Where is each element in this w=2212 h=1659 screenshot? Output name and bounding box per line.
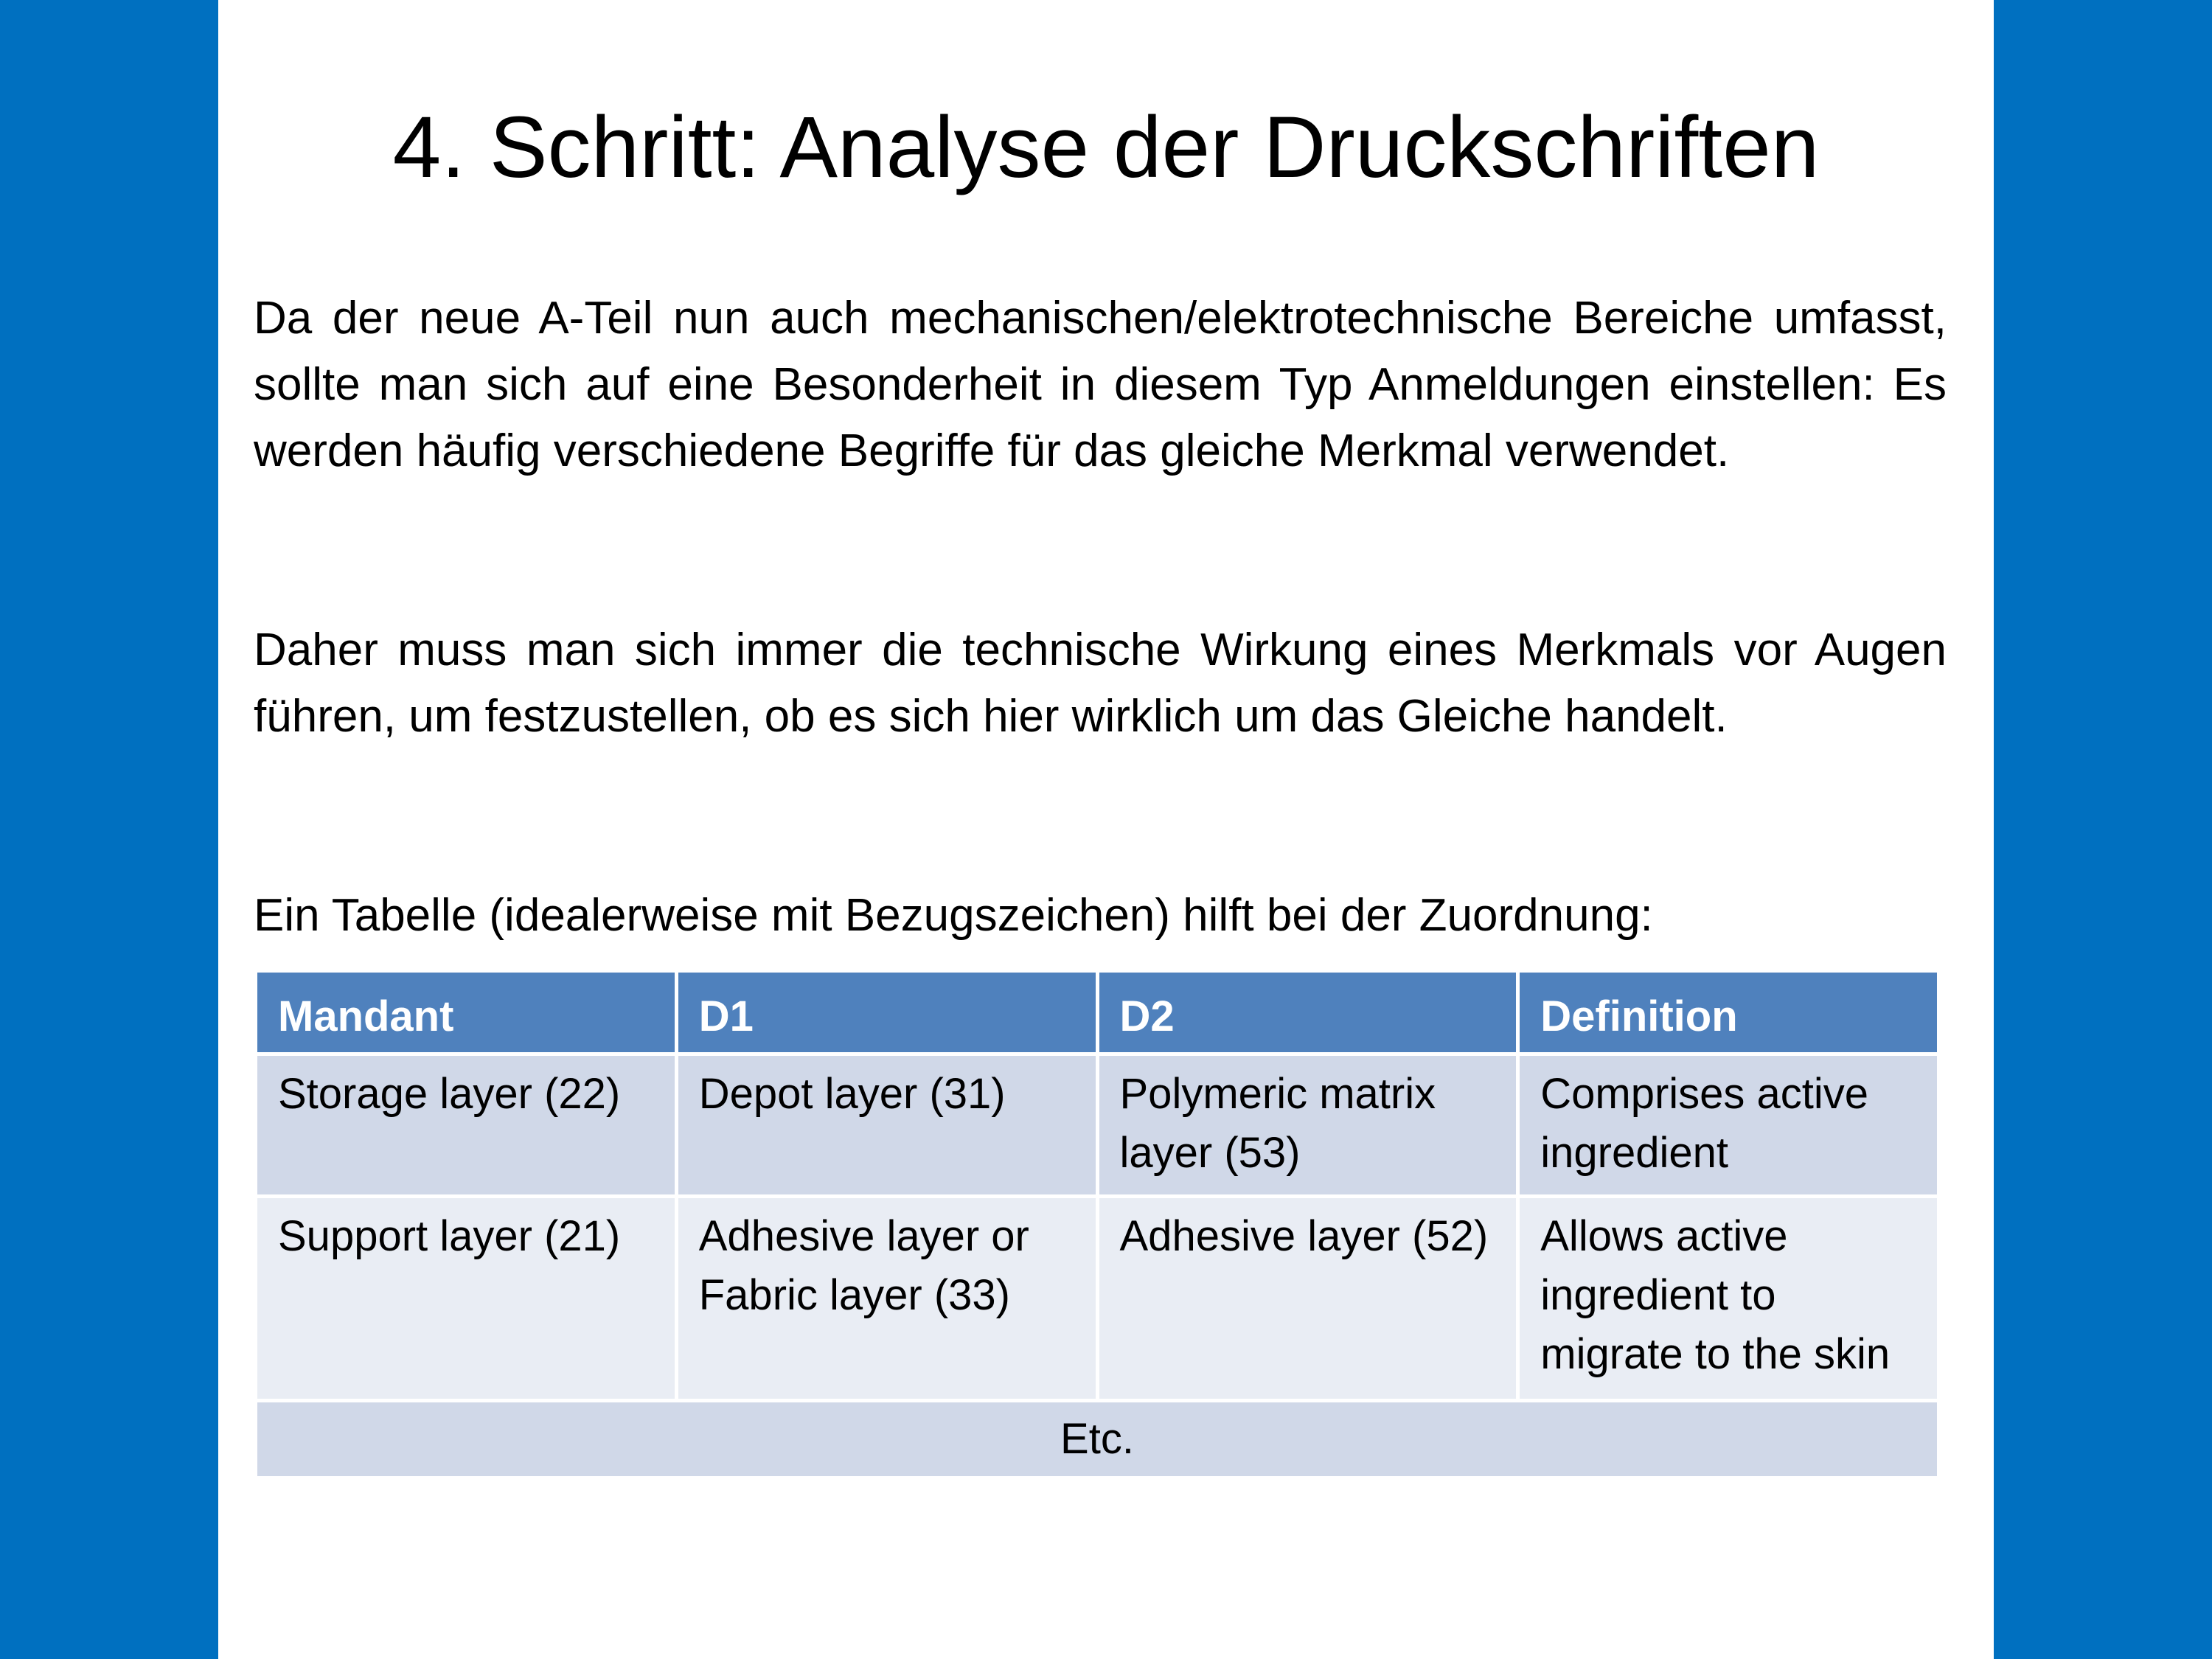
table-cell: Support layer (21) — [256, 1197, 677, 1401]
slide — [218, 0, 1994, 1659]
table-footer-etc: Etc. — [256, 1401, 1939, 1478]
table-header-row — [256, 971, 1939, 1054]
header-d1: D1 — [676, 971, 1097, 1054]
comparison-table — [254, 969, 1941, 1480]
header-d2: D2 — [1097, 971, 1518, 1054]
table-row — [256, 1197, 1939, 1401]
table-cell: Adhesive layer (52) — [1097, 1197, 1518, 1401]
table-cell: Allows active ingredient to migrate to the skin — [1518, 1197, 1939, 1401]
paragraph-table-intro: Ein Tabelle (idealerweise mit Bezugszeichen) hilft bei der Zuordnung: — [254, 890, 1653, 941]
table-row — [256, 1054, 1939, 1197]
header-mandant: Mandant — [256, 971, 677, 1054]
table-footer-row — [256, 1401, 1939, 1478]
table-cell: Comprises active ingredient — [1518, 1054, 1939, 1197]
paragraph-intro: Da der neue A-Teil nun auch mechanischen/elektrotechnische Bereiche umfasst, sollte man sich auf eine Besonderheit in diesem Typ Anmeldungen einstellen: Es werden häufig verschiedene Begriffe für das gleiche Merkmal verwendet. — [254, 293, 1947, 476]
table-cell: Polymeric matrix layer (53) — [1097, 1054, 1518, 1197]
slide-title: 4. Schritt: Analyse der Druckschriften — [392, 99, 1820, 196]
paragraph-effect: Daher muss man sich immer die technische Wirkung eines Merkmals vor Augen führen, um festzustellen, ob es sich hier wirklich um das Gleiche handelt. — [254, 625, 1947, 742]
table-cell: Adhesive layer or Fabric layer (33) — [676, 1197, 1097, 1401]
table-cell: Storage layer (22) — [256, 1054, 677, 1197]
table-cell: Depot layer (31) — [676, 1054, 1097, 1197]
header-definition: Definition — [1518, 971, 1939, 1054]
